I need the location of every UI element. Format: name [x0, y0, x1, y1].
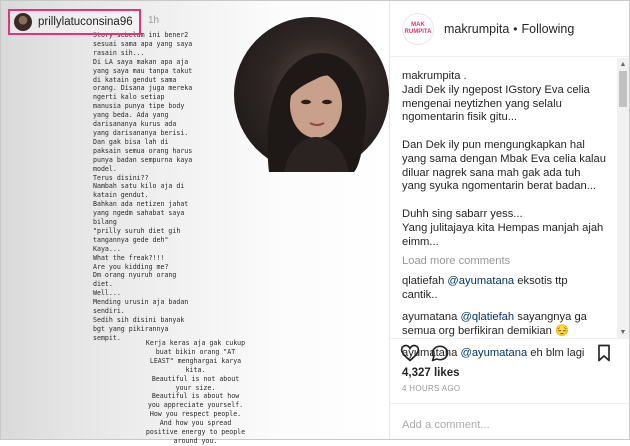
post-header [390, 1, 629, 57]
comment-icon[interactable] [430, 343, 450, 363]
post-panel [390, 1, 629, 439]
comment-line [402, 275, 616, 289]
comment-text-cont: semua org berfikiran demikian 😔 [402, 324, 569, 337]
story-quote-line: Beautiful is not about [151, 374, 240, 383]
story-text-line: orang. Disana juga mereka [93, 84, 193, 93]
scroll-down-icon[interactable]: ▼ [619, 328, 627, 336]
story-text-line: Dm orang nyuruh orang [93, 271, 177, 280]
comment-text: eh blm lagi [527, 346, 585, 359]
story-text-line: yang ngedm sahabat saya [93, 209, 185, 218]
story-user-highlight[interactable] [8, 9, 141, 35]
story-text-line: manusia punya tipe body [93, 102, 185, 111]
heart-icon[interactable] [400, 343, 420, 363]
comment-item [402, 275, 616, 303]
story-text-line: sempit. [93, 333, 121, 342]
caption-line: mengenai neytizhen yang selalu [402, 97, 562, 110]
story-text-line: darisananya kurus ada [93, 120, 177, 129]
story-text-line: ngerti kalo setiap [93, 93, 165, 102]
story-avatar [14, 13, 32, 31]
story-text-line: tangannya gede deh" [93, 235, 169, 244]
story-image [1, 1, 389, 445]
story-text-line: Bahkan ada netizen jahat [93, 200, 189, 209]
story-text-line: yang saya mau tanpa takut [93, 66, 193, 75]
post-caption [402, 70, 616, 249]
story-text-line: Mending urusin aja badan [93, 298, 189, 307]
caption-line: eimm... [402, 235, 439, 248]
caption-gap [402, 125, 616, 139]
story-quote-line: kita. [185, 365, 206, 374]
following-button[interactable]: Following [521, 21, 575, 36]
story-quote-line: LEAST" menghargai karya [149, 356, 242, 365]
story-text-line: Kaya... [93, 244, 121, 253]
caption-gap [402, 194, 616, 208]
story-quote-line: you appreciate yourself. [147, 401, 244, 410]
story-quote-line: Kerja keras aja gak cukup [145, 339, 246, 347]
comment-mention[interactable]: @ayumatana [460, 346, 528, 359]
caption-line: Dan Dek ily pun mengungkapkan hal [402, 138, 585, 151]
caption-line: Jadi Dek ily ngepost IGstory Eva celia [402, 83, 590, 96]
story-text-line: Sedih sih disini banyak [93, 316, 185, 324]
caption-line: yang sama dengan Mbak Eva celia kalau [402, 152, 606, 165]
comment-line [402, 311, 616, 325]
caption-line: yang syuka ngomentarin berat badan... [402, 180, 597, 193]
comments-scrollbar[interactable] [617, 58, 629, 338]
comment-text: sayangnya ga [514, 310, 587, 323]
story-text-line: di katain gendut sama [93, 75, 177, 84]
story-text-line: Well... [93, 289, 121, 298]
story-text-line: Are you kidding me? [93, 262, 169, 271]
story-text-line: diet. [93, 280, 113, 289]
story-quote-line: around you. [173, 436, 218, 445]
likes-count[interactable]: 4,327 likes [402, 367, 460, 379]
add-comment-bar [390, 403, 629, 439]
comment-mention[interactable]: @ayumatana [447, 275, 515, 288]
comment-username[interactable]: ayumatana [402, 310, 458, 323]
story-text-line: Nambah satu kilo aja di [93, 182, 185, 191]
story-quote-line: buat bikin orang "AT [155, 347, 236, 356]
scroll-thumb[interactable] [619, 71, 627, 107]
story-text-line: "prilly suruh diet gih [93, 226, 181, 235]
story-text-line: bilang [93, 218, 117, 227]
comment-username[interactable]: ayumatana [402, 346, 458, 359]
comment-item [402, 311, 616, 339]
caption-author[interactable]: makrumpita . [402, 70, 467, 82]
story-text-line: yang beda. Ada yang [93, 111, 169, 120]
story-quote-line: positive energy to people [145, 428, 246, 437]
story-quote-line: How you respect people. [149, 410, 242, 419]
comment-text-cont: cantik.. [402, 289, 438, 302]
story-quote-line: And how you spread [159, 419, 232, 428]
story-text-line: Terus disini?? [93, 173, 149, 182]
action-bar [390, 338, 629, 366]
story-text-line: yang darisananya berisi. [93, 128, 189, 137]
story-quote-line: your size. [175, 383, 216, 392]
story-text-line: What the freak?!!! [93, 253, 165, 262]
story-quote-line: Beautiful is about how [151, 392, 240, 401]
comment-username[interactable]: qlatiefah [402, 275, 445, 288]
story-text-line: katain gendut. [93, 191, 149, 200]
story-text-line: rasain sih... [93, 48, 145, 57]
load-more-comments[interactable]: Load more comments [402, 255, 511, 268]
comment-text: eksotis ttp [514, 275, 568, 288]
story-username: prillylatuconsina96 [38, 16, 133, 28]
comment-mention[interactable]: @qlatiefah [460, 310, 515, 323]
bookmark-icon[interactable] [594, 343, 614, 363]
account-logo: MAK RUMPITA [404, 21, 432, 35]
story-text-line: sesuai sama apa yang saya [93, 39, 193, 48]
caption-line: Duhh sing sabarr yess... [402, 207, 523, 220]
story-text-line: bgt yang pikirannya [93, 324, 169, 333]
account-avatar[interactable] [402, 13, 434, 45]
post-timestamp: 4 HOURS AGO [402, 384, 461, 393]
story-time: 1h [148, 15, 160, 26]
story-quote-block [93, 339, 298, 446]
header-separator: • [513, 21, 518, 36]
story-text-line: paksain semua orang harus [93, 146, 193, 155]
caption-line: diluar nagrek sana mah gak ada tuh [402, 166, 581, 179]
story-text-line: sendiri. [93, 307, 125, 316]
caption-line: Yang julitajaya kita Hempas manjah ajah [402, 221, 604, 234]
story-text-line: Di LA saya makan apa aja [93, 57, 189, 66]
portrait-photo [234, 17, 389, 172]
story-text-line: model. [93, 164, 117, 173]
story-text-line: Dan gak bisa lah di [93, 137, 169, 146]
story-text-line: punya badan sempurna kaya [93, 155, 193, 164]
scroll-up-icon[interactable]: ▲ [619, 60, 627, 68]
comments-area [390, 58, 616, 359]
caption-line: ngomentarin fisik gitu... [402, 111, 518, 124]
account-name[interactable]: makrumpita [444, 21, 510, 36]
comment-input[interactable] [402, 419, 602, 431]
story-text-line: Story sebelum ini bener2 [93, 31, 189, 39]
